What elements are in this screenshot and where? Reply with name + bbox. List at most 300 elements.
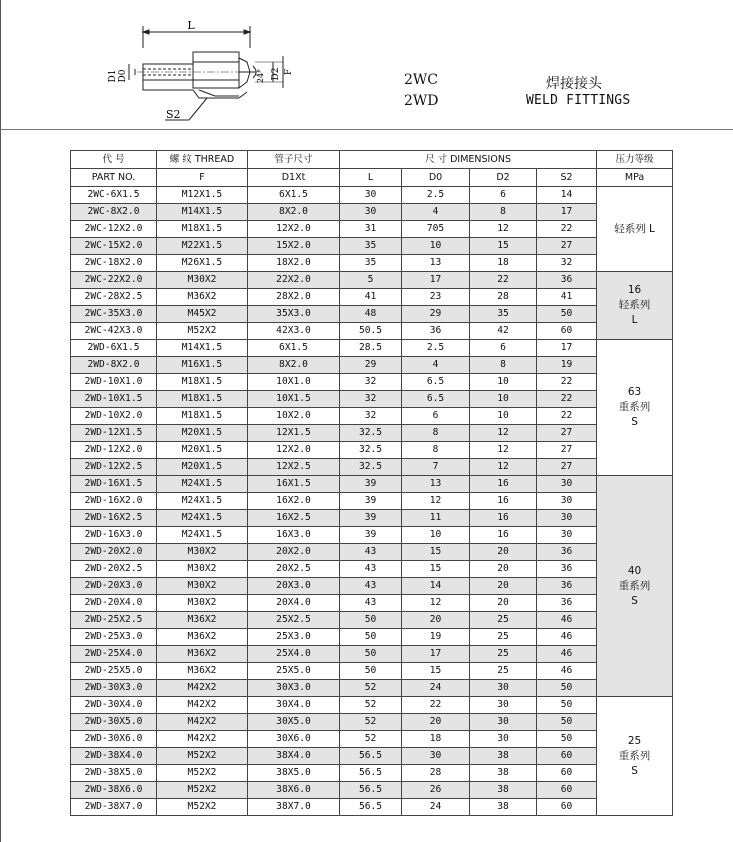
cell-s2: 17 (537, 204, 597, 221)
cell-pipe: 35X3.0 (248, 306, 340, 323)
cell-part: 2WC-12X2.0 (71, 221, 157, 238)
cell-d2: 18 (470, 255, 537, 272)
cell-pipe: 8X2.0 (248, 204, 340, 221)
cell-part: 2WD-25X5.0 (71, 663, 157, 680)
cell-s2: 36 (537, 561, 597, 578)
cell-pipe: 10X1.5 (248, 391, 340, 408)
cell-s2: 36 (537, 578, 597, 595)
cell-d2: 10 (470, 408, 537, 425)
cell-pipe: 25X3.0 (248, 629, 340, 646)
table-row (71, 612, 673, 629)
dim-D1-label: D1 (108, 69, 118, 83)
cell-d0: 10 (402, 527, 470, 544)
cell-d0: 6 (402, 408, 470, 425)
cell-l: 43 (340, 595, 402, 612)
cell-l: 43 (340, 544, 402, 561)
cell-pipe: 38X7.0 (248, 799, 340, 816)
cell-d2: 25 (470, 646, 537, 663)
cell-d2: 25 (470, 629, 537, 646)
cell-s2: 17 (537, 340, 597, 357)
cell-part: 2WD-20X2.0 (71, 544, 157, 561)
cell-s2: 50 (537, 306, 597, 323)
cell-pipe: 20X4.0 (248, 595, 340, 612)
pressure-group-line: 重系列 (618, 401, 651, 413)
cell-l: 5 (340, 272, 402, 289)
cell-thread: M20X1.5 (157, 425, 248, 442)
pressure-group-line: 25 (627, 734, 642, 747)
cell-d2: 38 (470, 765, 537, 782)
cell-d2: 38 (470, 782, 537, 799)
cell-l: 32.5 (340, 459, 402, 476)
table-row (71, 782, 673, 799)
table-row (71, 646, 673, 663)
header-dimensions: 尺 寸 DIMENSIONS (340, 151, 597, 169)
cell-s2: 36 (537, 595, 597, 612)
cell-part: 2WD-16X1.5 (71, 476, 157, 493)
dim-F-label: F (284, 68, 294, 76)
cell-l: 32 (340, 374, 402, 391)
header-D2: D2 (470, 169, 537, 187)
cell-l: 32.5 (340, 442, 402, 459)
cell-l: 39 (340, 493, 402, 510)
cell-thread: M24X1.5 (157, 510, 248, 527)
cell-s2: 22 (537, 221, 597, 238)
cell-s2: 60 (537, 782, 597, 799)
cell-d2: 8 (470, 204, 537, 221)
table-row (71, 527, 673, 544)
cell-d2: 12 (470, 459, 537, 476)
cell-l: 52 (340, 714, 402, 731)
cell-part: 2WC-28X2.5 (71, 289, 157, 306)
cell-s2: 36 (537, 544, 597, 561)
cell-l: 32.5 (340, 425, 402, 442)
cell-thread: M42X2 (157, 697, 248, 714)
cell-d0: 13 (402, 476, 470, 493)
cell-d2: 10 (470, 391, 537, 408)
cell-part: 2WD-38X6.0 (71, 782, 157, 799)
cell-d0: 13 (402, 255, 470, 272)
weld-fitting-drawing (95, 18, 325, 128)
cell-thread: M42X2 (157, 714, 248, 731)
cell-thread: M18X1.5 (157, 408, 248, 425)
cell-l: 43 (340, 561, 402, 578)
cell-l: 39 (340, 476, 402, 493)
cell-part: 2WD-25X3.0 (71, 629, 157, 646)
cell-pipe: 42X3.0 (248, 323, 340, 340)
cell-d0: 20 (402, 714, 470, 731)
cell-l: 56.5 (340, 799, 402, 816)
cell-l: 30 (340, 204, 402, 221)
cell-thread: M52X2 (157, 748, 248, 765)
cell-l: 52 (340, 731, 402, 748)
header-divider (0, 129, 733, 130)
table-row (71, 374, 673, 391)
cell-thread: M52X2 (157, 765, 248, 782)
cell-part: 2WC-22X2.0 (71, 272, 157, 289)
cell-pipe: 20X2.0 (248, 544, 340, 561)
cell-part: 2WD-20X3.0 (71, 578, 157, 595)
cell-s2: 22 (537, 374, 597, 391)
cell-part: 2WD-10X2.0 (71, 408, 157, 425)
title-english: WELD FITTINGS (526, 93, 631, 108)
cell-d2: 38 (470, 748, 537, 765)
cell-thread: M36X2 (157, 612, 248, 629)
cell-pipe: 12X2.5 (248, 459, 340, 476)
cell-l: 32 (340, 408, 402, 425)
pressure-group-line: 63 (627, 386, 642, 398)
table-row (71, 255, 673, 272)
table-row (71, 731, 673, 748)
cell-l: 35 (340, 238, 402, 255)
cell-pipe: 38X4.0 (248, 748, 340, 765)
cell-d2: 38 (470, 799, 537, 816)
cell-l: 43 (340, 578, 402, 595)
cell-thread: M30X2 (157, 595, 248, 612)
cell-thread: M45X2 (157, 306, 248, 323)
cell-pipe: 12X2.0 (248, 221, 340, 238)
cell-s2: 32 (537, 255, 597, 272)
pressure-group-cell (597, 187, 673, 272)
cell-l: 39 (340, 510, 402, 527)
cell-s2: 50 (537, 714, 597, 731)
cell-d2: 30 (470, 680, 537, 697)
cell-s2: 30 (537, 476, 597, 493)
cell-pipe: 20X3.0 (248, 578, 340, 595)
cell-part: 2WD-10X1.0 (71, 374, 157, 391)
cell-pipe: 25X2.5 (248, 612, 340, 629)
cell-part: 2WD-20X2.5 (71, 561, 157, 578)
title-chinese: 焊接接头 (546, 76, 602, 92)
cell-l: 41 (340, 289, 402, 306)
cell-l: 32 (340, 391, 402, 408)
cell-d0: 20 (402, 612, 470, 629)
cell-l: 50 (340, 629, 402, 646)
cell-pipe: 6X1.5 (248, 187, 340, 204)
cell-d0: 4 (402, 204, 470, 221)
cell-s2: 30 (537, 493, 597, 510)
cell-d0: 24 (402, 680, 470, 697)
cell-part: 2WD-16X2.0 (71, 493, 157, 510)
header-L: L (340, 169, 402, 187)
table-row (71, 680, 673, 697)
cell-s2: 30 (537, 527, 597, 544)
cell-d0: 15 (402, 544, 470, 561)
cell-thread: M36X2 (157, 629, 248, 646)
cell-part: 2WD-25X2.5 (71, 612, 157, 629)
cell-thread: M22X1.5 (157, 238, 248, 255)
cell-d0: 22 (402, 697, 470, 714)
cell-part: 2WD-12X1.5 (71, 425, 157, 442)
cell-thread: M30X2 (157, 578, 248, 595)
header-pipe-sub: D1Xt (248, 169, 340, 187)
product-code-2wd: 2WD (404, 93, 439, 109)
cell-l: 30 (340, 187, 402, 204)
cell-part: 2WD-8X2.0 (71, 357, 157, 374)
cell-pipe: 15X2.0 (248, 238, 340, 255)
cell-d2: 8 (470, 357, 537, 374)
cell-thread: M52X2 (157, 782, 248, 799)
cell-thread: M36X2 (157, 289, 248, 306)
cell-thread: M52X2 (157, 799, 248, 816)
cell-part: 2WD-16X2.5 (71, 510, 157, 527)
cell-pipe: 22X2.0 (248, 272, 340, 289)
table-row (71, 340, 673, 357)
cell-d2: 28 (470, 289, 537, 306)
cell-d2: 20 (470, 561, 537, 578)
pressure-group-line: 16 (627, 284, 642, 296)
cell-d0: 26 (402, 782, 470, 799)
cell-d0: 4 (402, 357, 470, 374)
cell-d2: 35 (470, 306, 537, 323)
cell-pipe: 20X2.5 (248, 561, 340, 578)
cell-pipe: 38X5.0 (248, 765, 340, 782)
cell-pipe: 30X4.0 (248, 697, 340, 714)
header-pressure: 压力等级 (597, 151, 673, 169)
cell-part: 2WC-8X2.0 (71, 204, 157, 221)
cell-part: 2WD-20X4.0 (71, 595, 157, 612)
cell-d2: 25 (470, 612, 537, 629)
cell-d2: 30 (470, 697, 537, 714)
cell-part: 2WD-12X2.5 (71, 459, 157, 476)
cell-thread: M24X1.5 (157, 493, 248, 510)
cell-thread: M36X2 (157, 646, 248, 663)
table-row (71, 765, 673, 782)
table-row (71, 799, 673, 816)
cell-d0: 19 (402, 629, 470, 646)
cell-d0: 28 (402, 765, 470, 782)
pressure-group-line: 轻系列 L (614, 222, 655, 235)
header-S2: S2 (537, 169, 597, 187)
cell-d0: 15 (402, 561, 470, 578)
pressure-group-line: S (631, 764, 638, 777)
cell-thread: M14X1.5 (157, 204, 248, 221)
cell-d2: 30 (470, 731, 537, 748)
cell-d2: 12 (470, 442, 537, 459)
cell-s2: 22 (537, 391, 597, 408)
header-pressure-sub: MPa (597, 169, 673, 187)
cell-thread: M16X1.5 (157, 357, 248, 374)
pressure-group-line: L (631, 314, 638, 326)
cell-d0: 17 (402, 646, 470, 663)
cell-l: 52 (340, 680, 402, 697)
cell-part: 2WD-16X3.0 (71, 527, 157, 544)
product-code-2wc: 2WC (404, 72, 439, 88)
cell-s2: 50 (537, 680, 597, 697)
pressure-group-line: 重系列 (618, 749, 651, 762)
cell-pipe: 8X2.0 (248, 357, 340, 374)
cell-pipe: 16X2.0 (248, 493, 340, 510)
cell-s2: 46 (537, 612, 597, 629)
cell-l: 39 (340, 527, 402, 544)
table-row (71, 459, 673, 476)
cell-thread: M42X2 (157, 731, 248, 748)
cell-l: 56.5 (340, 765, 402, 782)
cell-pipe: 38X6.0 (248, 782, 340, 799)
table-row (71, 289, 673, 306)
cell-part: 2WC-35X3.0 (71, 306, 157, 323)
pressure-group-cell (597, 272, 673, 340)
table-row (71, 425, 673, 442)
cell-thread: M30X2 (157, 561, 248, 578)
cell-pipe: 16X1.5 (248, 476, 340, 493)
cell-part: 2WD-12X2.0 (71, 442, 157, 459)
table-row (71, 238, 673, 255)
cell-s2: 27 (537, 238, 597, 255)
cell-part: 2WD-38X7.0 (71, 799, 157, 816)
cell-s2: 30 (537, 510, 597, 527)
cell-thread: M20X1.5 (157, 442, 248, 459)
cell-d0: 6.5 (402, 391, 470, 408)
page-left-border (0, 0, 1, 842)
cell-d2: 16 (470, 493, 537, 510)
dim-S2-label: S2 (166, 108, 181, 121)
pressure-group-cell (597, 476, 673, 697)
cell-part: 2WC-15X2.0 (71, 238, 157, 255)
cell-thread: M52X2 (157, 323, 248, 340)
cell-thread: M18X1.5 (157, 391, 248, 408)
cell-part: 2WC-6X1.5 (71, 187, 157, 204)
cell-part: 2WD-38X4.0 (71, 748, 157, 765)
table-row (71, 493, 673, 510)
cell-s2: 60 (537, 748, 597, 765)
cell-d0: 24 (402, 799, 470, 816)
table-row (71, 323, 673, 340)
table-row (71, 306, 673, 323)
cell-l: 52 (340, 697, 402, 714)
cell-l: 48 (340, 306, 402, 323)
table-row (71, 544, 673, 561)
cell-part: 2WD-30X6.0 (71, 731, 157, 748)
cell-s2: 41 (537, 289, 597, 306)
cell-d2: 12 (470, 221, 537, 238)
header-part-en: PART NO. (71, 169, 157, 187)
pressure-group-line: S (631, 594, 638, 607)
cell-d2: 6 (470, 340, 537, 357)
header-thread-sub: F (157, 169, 248, 187)
dim-angle-label: 24° (256, 68, 265, 84)
cell-d0: 30 (402, 748, 470, 765)
cell-thread: M14X1.5 (157, 340, 248, 357)
table-row (71, 408, 673, 425)
cell-s2: 19 (537, 357, 597, 374)
cell-s2: 36 (537, 272, 597, 289)
cell-s2: 22 (537, 408, 597, 425)
table-row (71, 595, 673, 612)
cell-d0: 14 (402, 578, 470, 595)
cell-d2: 30 (470, 714, 537, 731)
cell-d0: 2.5 (402, 187, 470, 204)
cell-part: 2WC-18X2.0 (71, 255, 157, 272)
table-row (71, 442, 673, 459)
cell-part: 2WD-25X4.0 (71, 646, 157, 663)
cell-l: 29 (340, 357, 402, 374)
cell-s2: 60 (537, 323, 597, 340)
cell-d0: 8 (402, 425, 470, 442)
cell-s2: 27 (537, 425, 597, 442)
table-row (71, 391, 673, 408)
cell-d0: 8 (402, 442, 470, 459)
cell-d0: 705 (402, 221, 470, 238)
cell-thread: M30X2 (157, 544, 248, 561)
cell-thread: M36X2 (157, 663, 248, 680)
cell-d0: 18 (402, 731, 470, 748)
cell-thread: M42X2 (157, 680, 248, 697)
cell-d2: 25 (470, 663, 537, 680)
table-row (71, 663, 673, 680)
cell-l: 28.5 (340, 340, 402, 357)
cell-d2: 16 (470, 476, 537, 493)
cell-d0: 11 (402, 510, 470, 527)
cell-l: 56.5 (340, 782, 402, 799)
pressure-group-line: 轻系列 (618, 299, 651, 311)
cell-pipe: 25X5.0 (248, 663, 340, 680)
cell-part: 2WD-38X5.0 (71, 765, 157, 782)
cell-d2: 10 (470, 374, 537, 391)
cell-pipe: 12X1.5 (248, 425, 340, 442)
pressure-group-line: 重系列 (618, 579, 651, 592)
cell-s2: 46 (537, 646, 597, 663)
cell-d0: 2.5 (402, 340, 470, 357)
table-row (71, 221, 673, 238)
cell-pipe: 10X2.0 (248, 408, 340, 425)
cell-d2: 22 (470, 272, 537, 289)
cell-d2: 12 (470, 425, 537, 442)
header-part-cn: 代 号 (71, 151, 157, 169)
cell-thread: M18X1.5 (157, 374, 248, 391)
cell-l: 50 (340, 663, 402, 680)
cell-s2: 50 (537, 731, 597, 748)
cell-d0: 12 (402, 493, 470, 510)
cell-d0: 17 (402, 272, 470, 289)
table-row (71, 510, 673, 527)
cell-l: 31 (340, 221, 402, 238)
cell-d0: 29 (402, 306, 470, 323)
table-row (71, 476, 673, 493)
cell-thread: M12X1.5 (157, 187, 248, 204)
cell-thread: M18X1.5 (157, 221, 248, 238)
pressure-group-line: 40 (627, 564, 642, 577)
cell-thread: M30X2 (157, 272, 248, 289)
cell-thread: M24X1.5 (157, 527, 248, 544)
header-D0: D0 (402, 169, 470, 187)
cell-thread: M26X1.5 (157, 255, 248, 272)
cell-part: 2WC-42X3.0 (71, 323, 157, 340)
cell-d2: 20 (470, 595, 537, 612)
cell-s2: 60 (537, 765, 597, 782)
cell-s2: 27 (537, 459, 597, 476)
cell-d2: 6 (470, 187, 537, 204)
table-row (71, 697, 673, 714)
cell-part: 2WD-30X5.0 (71, 714, 157, 731)
cell-l: 35 (340, 255, 402, 272)
header-thread: 螺 纹 THREAD (157, 151, 248, 169)
cell-d2: 42 (470, 323, 537, 340)
table-row (71, 578, 673, 595)
cell-d0: 23 (402, 289, 470, 306)
cell-d2: 20 (470, 544, 537, 561)
cell-s2: 46 (537, 629, 597, 646)
cell-l: 50.5 (340, 323, 402, 340)
cell-part: 2WD-30X3.0 (71, 680, 157, 697)
cell-d2: 16 (470, 510, 537, 527)
cell-d0: 7 (402, 459, 470, 476)
dim-D0-label: D0 (118, 69, 128, 83)
table-row (71, 748, 673, 765)
cell-s2: 50 (537, 697, 597, 714)
cell-pipe: 10X1.0 (248, 374, 340, 391)
pressure-group-cell (597, 340, 673, 476)
pressure-group-cell (597, 697, 673, 816)
